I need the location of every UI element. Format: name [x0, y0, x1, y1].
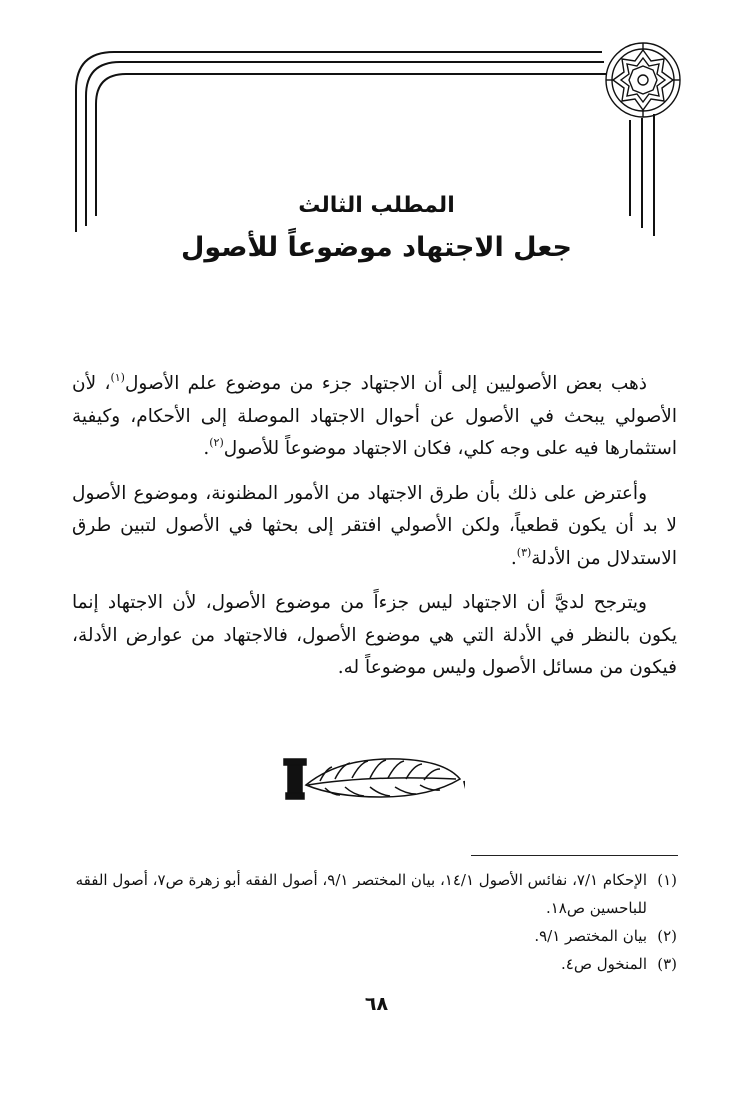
page-number: ٦٨ — [364, 993, 389, 1015]
footnote-text: بيان المختصر ٩/١. — [534, 927, 647, 945]
paragraph-1 — [72, 368, 677, 466]
inkwell-quill-ornament-icon — [280, 745, 465, 805]
footnote-1 — [72, 866, 677, 922]
paragraph-2 — [72, 478, 677, 576]
footnote-ref-2[interactable]: (٢) — [209, 436, 224, 449]
footnote-number: (٣) — [657, 955, 677, 973]
footnote-number: (٢) — [657, 927, 677, 945]
star-ornament-icon — [606, 43, 680, 117]
paragraph-2-part-b: . — [510, 547, 517, 569]
paragraph-1-part-c: . — [203, 438, 210, 459]
footnote-text: المنخول ص٤. — [560, 955, 647, 973]
footnote-2 — [72, 922, 677, 950]
footnotes — [72, 866, 677, 978]
paragraph-1-part-a: ذهب بعض الأصوليين إلى أن الاجتهاد جزء من موضوع علم الأصول — [124, 373, 647, 394]
page-title: جعل الاجتهاد موضوعاً للأصول — [181, 232, 572, 263]
footnote-3 — [72, 950, 677, 978]
footnote-ref-1[interactable]: (١) — [110, 371, 125, 384]
footnote-ref-3[interactable]: (٣) — [516, 545, 532, 559]
footnote-number: (١) — [657, 871, 677, 889]
paragraph-2-part-a: وأعترض على ذلك بأن طرق الاجتهاد من الأمور المظنونة، وموضوع الأصول لا بد أن يكون قطعياً، ولكن الأصولي افتقر إلى بحثها في الأصول لتبين طرق الاستدلال من الأدلة — [72, 482, 677, 569]
footnote-separator — [471, 855, 678, 856]
paragraph-3: ويترجح لديَّ أن الاجتهاد ليس جزءاً من موضوع الأصول، لأن الاجتهاد إنما يكون بالنظر في الأدلة التي هي موضوع الأصول، فالاجتهاد من عوارض الأدلة، فيكون من مسائل الأصول وليس موضوعاً له. — [72, 592, 677, 678]
section-heading: المطلب الثالث — [298, 193, 455, 218]
main-text — [72, 368, 677, 697]
footnote-text: الإحكام ٧/١، نفائس الأصول ١٤/١، بيان المختصر ٩/١، أصول الفقه أبو زهرة ص٧، أصول الفقه للباحسين ص١٨. — [75, 871, 647, 917]
paragraph-1-part-b: ، لأن الأصولي يبحث في الأصول عن أحوال الاجتهاد الموصلة إلى الأحكام، وكيفية استثمارها فيه على وجه كلي، فكان الاجتهاد موضوعاً للأصول — [72, 373, 677, 459]
